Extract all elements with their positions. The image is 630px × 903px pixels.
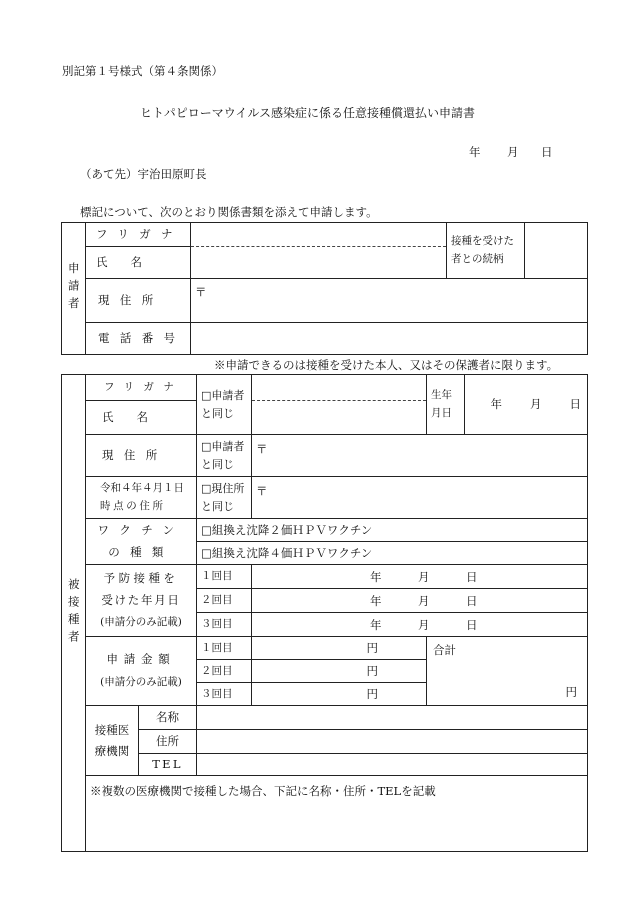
birth-year-label: 年 (490, 397, 502, 412)
multiple-clinics-note: ※複数の医療機関で接種した場合、下記に名称・住所・TELを記載 (90, 784, 436, 798)
dose-1-date-field[interactable] (252, 565, 588, 589)
dose-3-label: ３回目 (197, 613, 252, 637)
amount-dose-2-yen: 円 (366, 663, 378, 678)
date-year-label: 年 (469, 145, 481, 159)
amount-label-line2: (申請分のみ記載) (100, 675, 182, 688)
recipient-address-label: 現住所 (86, 435, 197, 477)
dose-3-day: 日 (466, 618, 478, 632)
amount-dose-1-yen: 円 (366, 640, 378, 655)
postal-mark: 〒 (195, 285, 207, 299)
recipient-table (61, 374, 588, 852)
recipient-address-field[interactable] (252, 435, 588, 477)
clinic-address-field[interactable] (197, 730, 588, 754)
amount-dose-3-yen: 円 (366, 686, 378, 701)
prev-address-label-line1: 令和４年４月１日 (100, 481, 184, 494)
clinic-label-line2: 療機関 (94, 743, 130, 758)
applicant-name-label: 氏 名 (86, 247, 191, 279)
vaccination-date-label-line1: 予防接種を (103, 570, 179, 585)
clinic-address-label: 住所 (139, 730, 197, 754)
applicant-furigana-label: フリガナ (86, 223, 191, 247)
birth-date-label: 生年月日 (427, 375, 465, 435)
dose-1-year: 年 (370, 570, 382, 584)
applicant-address-field[interactable] (191, 279, 588, 323)
dose-1-day: 日 (466, 570, 478, 584)
amount-label-line1: 申請金額 (106, 652, 176, 667)
form-number: 別記第１号様式（第４条関係） (62, 64, 223, 78)
amount-dose-2-label: ２回目 (197, 660, 252, 683)
recipient-section-label: 被接種者 (62, 375, 86, 852)
form-title: ヒトパピローマウイルス感染症に係る任意接種償還払い申請書 (140, 106, 476, 120)
date-month-label: 月 (507, 145, 519, 159)
applicant-phone-label: 電話番号 (86, 323, 191, 355)
applicant-furigana-field[interactable] (191, 223, 447, 247)
amount-dose-1-field[interactable] (252, 637, 427, 660)
vaccine-option-quadrivalent[interactable]: □組換え沈降４価ＨＰＶワクチン (197, 542, 588, 565)
relation-label: 接種を受けた者との続柄 (447, 223, 525, 279)
dose-2-date-field[interactable] (252, 589, 588, 613)
prev-address-label-line2: 時点の住所 (100, 499, 166, 512)
recipient-name-field[interactable] (252, 401, 427, 435)
amount-dose-2-field[interactable] (252, 660, 427, 683)
clinic-tel-field[interactable] (197, 754, 588, 776)
recipient-furigana-field[interactable] (252, 375, 427, 401)
dose-2-month: 月 (418, 594, 430, 608)
clinic-name-field[interactable] (197, 706, 588, 730)
total-yen: 円 (565, 684, 577, 699)
vaccine-type-label (86, 519, 197, 565)
dose-1-month: 月 (418, 570, 430, 584)
applicant-table (61, 222, 588, 355)
total-label: 合計 (433, 643, 456, 657)
intro-text: 標記について、次のとおり関係書類を添えて申請します。 (80, 205, 378, 219)
date-day-label: 日 (541, 145, 553, 159)
same-as-current-checkbox[interactable]: □現住所と同じ (197, 477, 252, 519)
clinic-label-line1: 接種医 (94, 722, 130, 737)
applicant-phone-field[interactable] (191, 323, 588, 355)
vaccination-date-label-line3: (申請分のみ記載) (100, 616, 182, 629)
vaccination-date-label (86, 565, 197, 637)
relation-field[interactable] (525, 223, 588, 279)
birth-month-label: 月 (530, 397, 542, 412)
dose-2-label: ２回目 (197, 589, 252, 613)
amount-dose-3-label: ３回目 (197, 683, 252, 706)
total-amount-field[interactable] (427, 637, 588, 706)
vaccine-type-label-line1: ワクチン (97, 522, 185, 537)
clinic-label (86, 706, 139, 776)
amount-dose-1-label: １回目 (197, 637, 252, 660)
dose-3-year: 年 (370, 618, 382, 632)
applicant-name-field[interactable] (191, 247, 447, 279)
vaccine-option-bivalent[interactable]: □組換え沈降２価ＨＰＶワクチン (197, 519, 588, 542)
prev-address-label (86, 477, 197, 519)
vaccination-date-label-line2: 受けた年月日 (101, 592, 181, 607)
postal-mark: 〒 (256, 442, 268, 456)
applicant-address-label: 現住所 (86, 279, 191, 323)
dose-3-month: 月 (418, 618, 430, 632)
amount-dose-3-field[interactable] (252, 683, 427, 706)
address-same-as-applicant-checkbox[interactable]: □申請者と同じ (197, 435, 252, 477)
vaccine-type-label-line2: の種類 (108, 544, 174, 559)
dose-2-day: 日 (466, 594, 478, 608)
postal-mark: 〒 (256, 484, 268, 498)
prev-address-field[interactable] (252, 477, 588, 519)
clinic-name-label: 名称 (139, 706, 197, 730)
dose-3-date-field[interactable] (252, 613, 588, 637)
dose-2-year: 年 (370, 594, 382, 608)
birth-date-field[interactable] (465, 375, 588, 435)
addressee: （あて先）宇治田原町長 (80, 167, 207, 181)
eligibility-note: ※申請できるのは接種を受けた本人、又はその保護者に限ります。 (214, 358, 559, 372)
applicant-section-label: 申請者 (62, 223, 86, 355)
dose-1-label: １回目 (197, 565, 252, 589)
amount-label (86, 637, 197, 706)
birth-day-label: 日 (569, 397, 581, 412)
recipient-furigana-label: フリガナ (86, 375, 197, 401)
clinic-tel-label: TEL (139, 754, 197, 776)
multiple-clinics-field[interactable] (86, 776, 588, 852)
recipient-name-label: 氏 名 (86, 401, 197, 435)
same-as-applicant-checkbox[interactable]: □申請者と同じ (197, 375, 252, 435)
